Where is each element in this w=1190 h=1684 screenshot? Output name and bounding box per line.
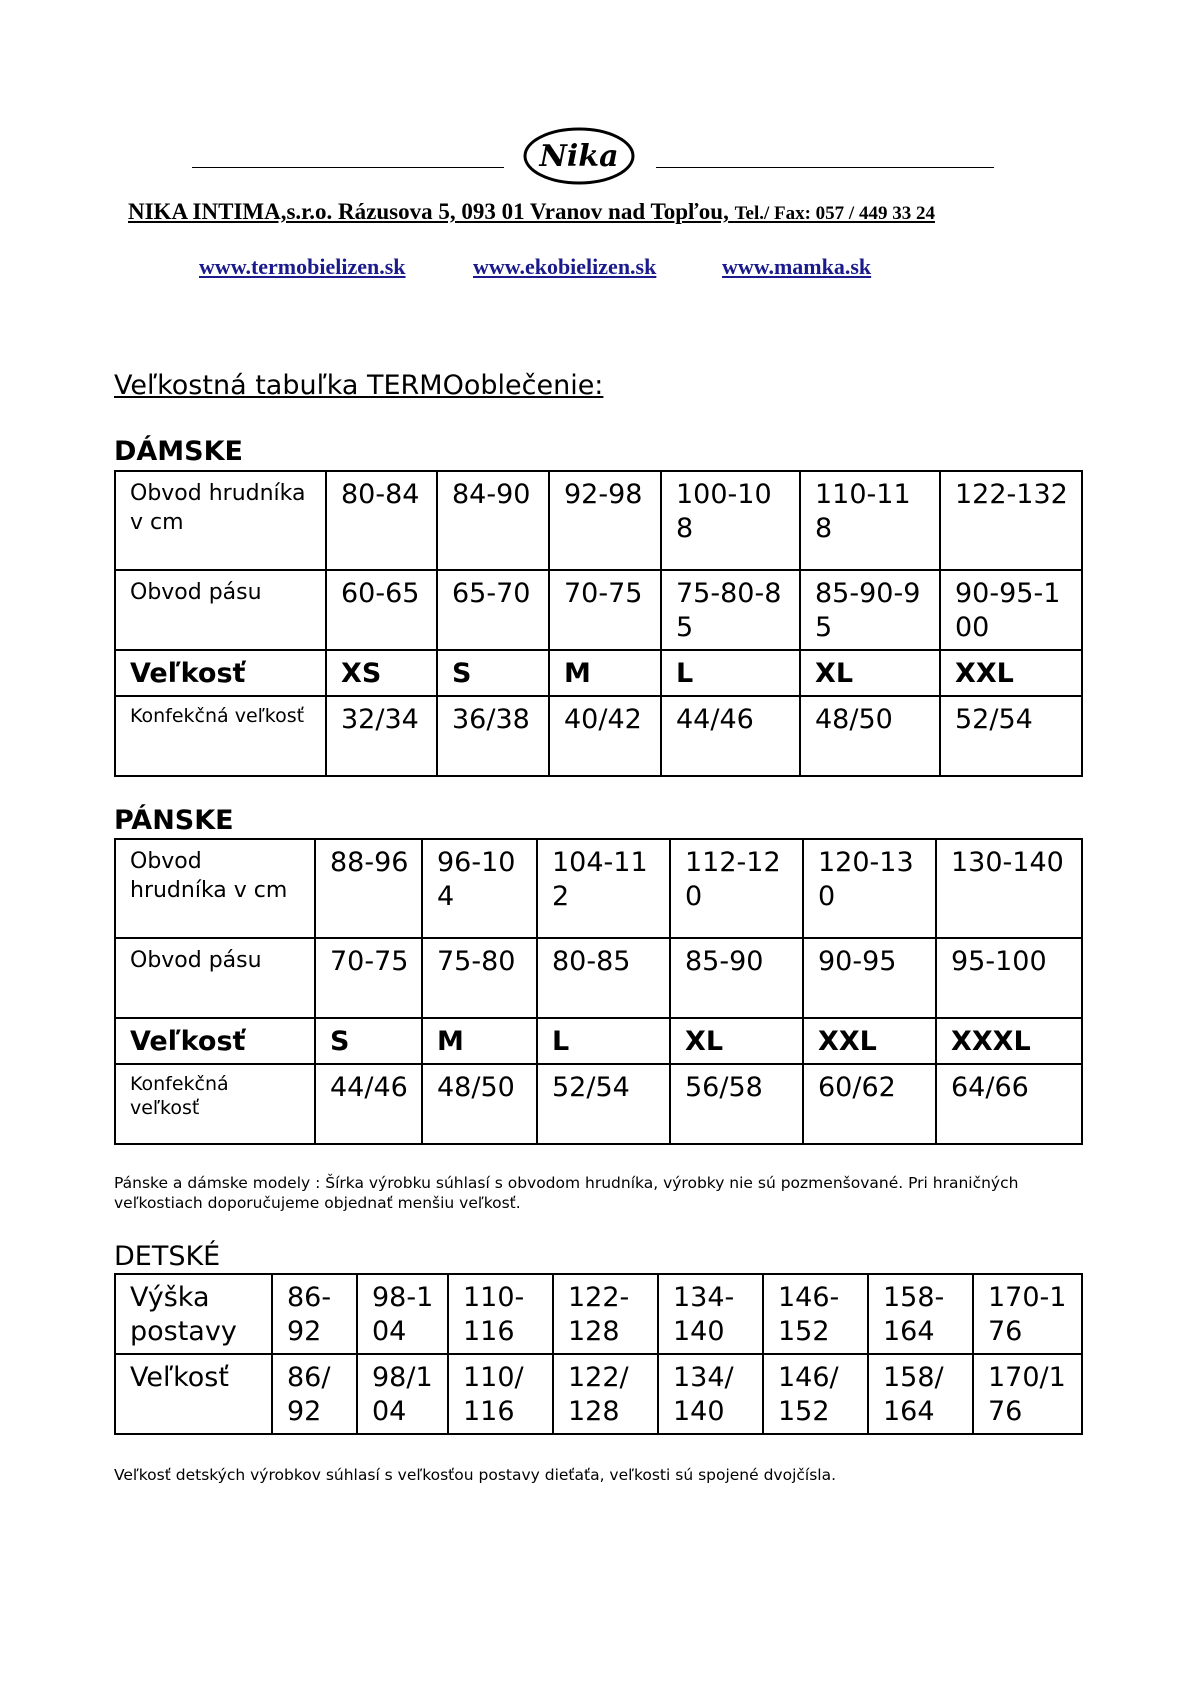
table-cell: S [437,650,549,696]
table-cell: 120-130 [803,839,936,938]
table-cell: XXL [803,1018,936,1064]
table-cell: 65-70 [437,570,549,650]
size-table-detske [114,1273,1083,1435]
table-cell: XXL [940,650,1082,696]
table-cell: XL [800,650,940,696]
table-cell: 86-92 [272,1274,357,1354]
table-cell: 90-95-100 [940,570,1082,650]
table-cell: 130-140 [936,839,1082,938]
table-row [115,471,1082,570]
table-cell: 95-100 [936,938,1082,1018]
table-cell: 98-104 [357,1274,448,1354]
table-cell: 48/50 [422,1064,537,1144]
table-cell: 75-80 [422,938,537,1018]
row-label-conf-size: Konfekčná veľkosť [115,1064,315,1144]
table-cell: XL [670,1018,803,1064]
table-cell: 110/116 [448,1354,553,1434]
table-cell: 52/54 [940,696,1082,776]
table-cell: 146/152 [763,1354,868,1434]
table-row [115,1064,1082,1144]
table-cell: 70-75 [315,938,422,1018]
row-label-chest: Obvod hrudníka v cm [115,839,315,938]
size-table-panske [114,838,1083,1145]
header-rule-right [656,167,994,168]
table-cell: 88-96 [315,839,422,938]
table-cell: M [422,1018,537,1064]
row-label-size: Veľkosť [115,1354,272,1434]
table-row [115,570,1082,650]
table-cell: 98/104 [357,1354,448,1434]
size-table-damske [114,470,1083,777]
table-cell: 158/164 [868,1354,973,1434]
adult-size-note: Pánske a dámske modely : Šírka výrobku súhlasí s obvodom hrudníka, výrobky nie sú pozmenšované. Pri hraničných veľkostiach doporučujeme objednať menšiu veľkosť. [114,1174,1019,1212]
table-cell: 85-90 [670,938,803,1018]
table-cell: 75-80-85 [661,570,800,650]
table-cell: 110-118 [800,471,940,570]
contact-line: Tel./ Fax: 057 / 449 33 24 [734,203,935,224]
row-label-waist: Obvod pásu [115,938,315,1018]
row-label-height: Výška postavy [115,1274,272,1354]
table-cell: 110-116 [448,1274,553,1354]
section-heading-detske: DETSKÉ [114,1241,221,1272]
table-cell: XS [326,650,437,696]
table-cell: 84-90 [437,471,549,570]
table-cell: 122-128 [553,1274,658,1354]
table-cell: 85-90-95 [800,570,940,650]
section-heading-panske: PÁNSKE [114,805,234,836]
page-title: Veľkostná tabuľka TERMOoblečenie: [114,370,604,401]
table-cell: 64/66 [936,1064,1082,1144]
row-label-conf-size: Konfekčná veľkosť [115,696,326,776]
table-cell: 90-95 [803,938,936,1018]
table-cell: 80-85 [537,938,670,1018]
table-row [115,1274,1082,1354]
table-row [115,1018,1082,1064]
table-cell: 104-112 [537,839,670,938]
table-cell: 146-152 [763,1274,868,1354]
table-cell: 36/38 [437,696,549,776]
row-label-chest: Obvod hrudníka v cm [115,471,326,570]
table-cell: 86/92 [272,1354,357,1434]
table-cell: L [537,1018,670,1064]
table-row [115,839,1082,938]
table-cell: 134-140 [658,1274,763,1354]
section-heading-damske: DÁMSKE [114,436,243,467]
table-cell: 96-104 [422,839,537,938]
link-ekobielizen[interactable]: www.ekobielizen.sk [473,254,657,279]
table-cell: 170-176 [973,1274,1082,1354]
company-address [128,199,1068,225]
row-label-size: Veľkosť [115,1018,315,1064]
table-cell: S [315,1018,422,1064]
table-cell: 122-132 [940,471,1082,570]
link-mamka[interactable]: www.mamka.sk [722,254,872,279]
table-cell: 56/58 [670,1064,803,1144]
table-cell: 100-108 [661,471,800,570]
table-cell: 112-120 [670,839,803,938]
table-cell: 80-84 [326,471,437,570]
table-cell: 134/140 [658,1354,763,1434]
table-cell: 60/62 [803,1064,936,1144]
table-cell: 170/176 [973,1354,1082,1434]
nika-logo [522,126,636,186]
table-cell: 158-164 [868,1274,973,1354]
table-cell: 48/50 [800,696,940,776]
table-cell: 44/46 [661,696,800,776]
table-cell: XXXL [936,1018,1082,1064]
link-termobielizen[interactable]: www.termobielizen.sk [199,254,406,279]
table-cell: 32/34 [326,696,437,776]
child-size-note: Veľkosť detských výrobkov súhlasí s veľkosťou postavy dieťaťa, veľkosti sú spojené dvojčísla. [114,1466,837,1484]
table-row [115,650,1082,696]
table-row [115,1354,1082,1434]
row-label-size: Veľkosť [115,650,326,696]
table-cell: 70-75 [549,570,661,650]
table-cell: 40/42 [549,696,661,776]
table-row [115,938,1082,1018]
table-cell: M [549,650,661,696]
table-cell: 52/54 [537,1064,670,1144]
table-cell: 44/46 [315,1064,422,1144]
header-rule-left [192,167,504,168]
table-cell: 92-98 [549,471,661,570]
table-cell: 60-65 [326,570,437,650]
company-line: NIKA INTIMA,s.r.o. Rázusova 5, 093 01 Vranov nad Topľou, [128,199,729,224]
logo-text: Nika [539,139,619,174]
table-row [115,696,1082,776]
table-cell: 122/128 [553,1354,658,1434]
table-cell: L [661,650,800,696]
row-label-waist: Obvod pásu [115,570,326,650]
